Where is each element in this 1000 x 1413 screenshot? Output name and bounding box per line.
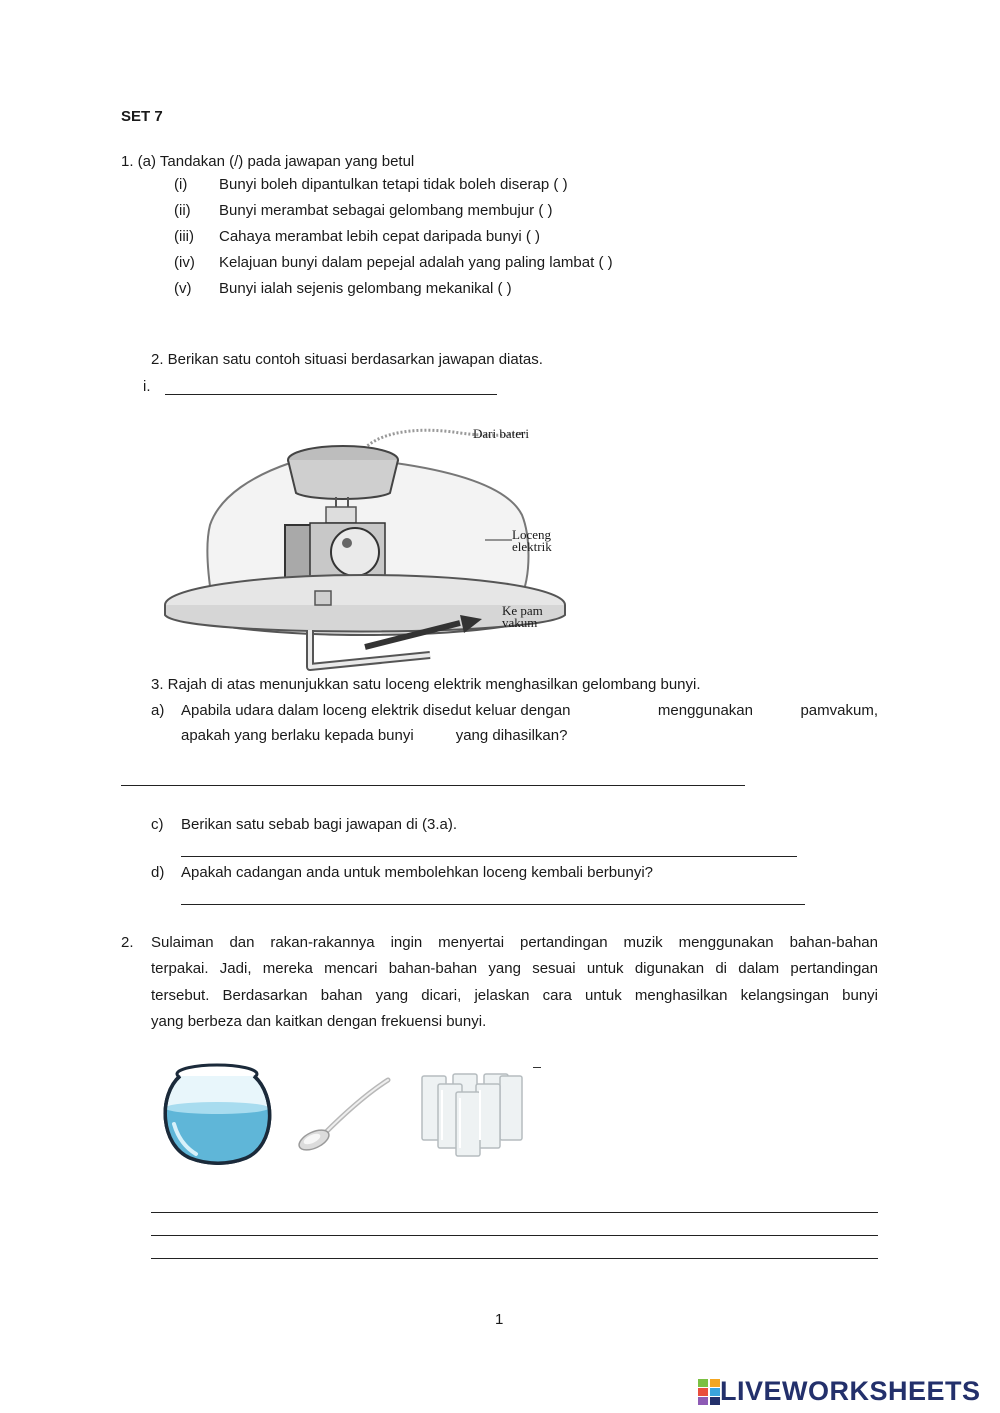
q4-line: tersebut. Berdasarkan bahan yang dicari, jelaskan cara untuk menghasilkan kelangsingan bunyi — [151, 987, 878, 1004]
answer-line[interactable] — [181, 904, 805, 905]
q1-item — [174, 176, 568, 193]
q3-a-label: a) — [151, 702, 165, 719]
q3-c-text: Berikan satu sebab bagi jawapan di (3.a). — [181, 816, 458, 833]
q1-heading: 1. (a) Tandakan (/) pada jawapan yang betul — [121, 153, 415, 170]
q4-line: yang berbeza dan kaitkan dengan frekuensi bunyi. — [151, 1013, 487, 1030]
spoon-image — [296, 1072, 396, 1152]
page-number: 1 — [495, 1311, 504, 1328]
dash-mark — [533, 1067, 541, 1068]
q1-item — [174, 280, 512, 297]
answer-line[interactable] — [121, 785, 745, 786]
q4-number: 2. — [121, 934, 134, 951]
q3-a-text: apakah yang berlaku kepada bunyi — [181, 727, 414, 744]
liveworksheets-logo — [698, 1376, 981, 1407]
label-pump-line-2: vakum — [502, 615, 538, 630]
q3-d-text: Apakah cadangan anda untuk membolehkan loceng kembali berbunyi? — [181, 864, 653, 881]
set-title: SET 7 — [121, 108, 163, 125]
answer-line[interactable] — [151, 1258, 878, 1259]
q1-item-text: Bunyi boleh dipantulkan tetapi tidak boleh diserap ( ) — [219, 176, 568, 193]
q1-item — [174, 254, 613, 271]
label-battery: Dari bateri — [473, 426, 529, 441]
q4-line: terpakai. Jadi, mereka mencari bahan-bahan yang sesuai untuk digunakan di dalam pertandingan — [151, 960, 878, 977]
label-bell-line-2: elektrik — [512, 539, 552, 554]
q1-item-number: (iii) — [174, 228, 194, 245]
q1-item — [174, 228, 540, 245]
q3-intro: 3. Rajah di atas menunjukkan satu loceng elektrik menghasilkan gelombang bunyi. — [151, 676, 701, 693]
q3-a-text: yang dihasilkan? — [455, 727, 568, 744]
q1-item-text: Cahaya merambat lebih cepat daripada bunyi ( ) — [219, 228, 541, 245]
label-bell — [512, 529, 552, 553]
answer-line[interactable] — [151, 1235, 878, 1236]
q4-line: Sulaiman dan rakan-rakannya ingin menyertai pertandingan muzik menggunakan bahan-bahan — [151, 934, 878, 951]
q2-item-label: i. — [143, 378, 151, 395]
q3-a-text: menggunakan — [657, 702, 753, 719]
q3-a-line-2 — [181, 727, 567, 744]
q1-item-text: Bunyi merambat sebagai gelombang membujur ( ) — [219, 202, 553, 219]
answer-line[interactable] — [181, 856, 797, 857]
q3-a-text: Apabila udara dalam loceng elektrik disedut keluar dengan — [181, 702, 571, 719]
q3-c-label: c) — [151, 816, 164, 833]
q1-item-number: (i) — [174, 176, 188, 193]
answer-line[interactable] — [165, 394, 497, 395]
liveworksheets-logo-icon — [698, 1379, 720, 1405]
q1-item-text: Kelajuan bunyi dalam pepejal adalah yang paling lambat ( ) — [219, 254, 613, 271]
label-bell-line-1: Loceng — [512, 527, 551, 542]
q2-prompt: 2. Berikan satu contoh situasi berdasarkan jawapan diatas. — [151, 351, 543, 368]
q1-item-number: (ii) — [174, 202, 191, 219]
q3-d-label: d) — [151, 864, 165, 881]
q1-item-text: Bunyi ialah sejenis gelombang mekanikal ( ) — [219, 280, 512, 297]
q1-item-number: (iv) — [174, 254, 195, 271]
fish-bowl-image — [160, 1060, 275, 1165]
q3-a-text: pamvakum, — [800, 702, 878, 719]
q3-a-line-1 — [181, 702, 878, 719]
label-pump-line-1: Ke pam — [502, 603, 543, 618]
stopper — [288, 460, 398, 499]
bell-dome — [331, 528, 379, 576]
answer-line[interactable] — [151, 1212, 878, 1213]
q1-item-number: (v) — [174, 280, 192, 297]
label-pump — [502, 605, 543, 629]
q1-item — [174, 202, 553, 219]
liveworksheets-logo-text: LIVEWORKSHEETS — [720, 1376, 981, 1406]
glasses-image — [418, 1070, 528, 1160]
